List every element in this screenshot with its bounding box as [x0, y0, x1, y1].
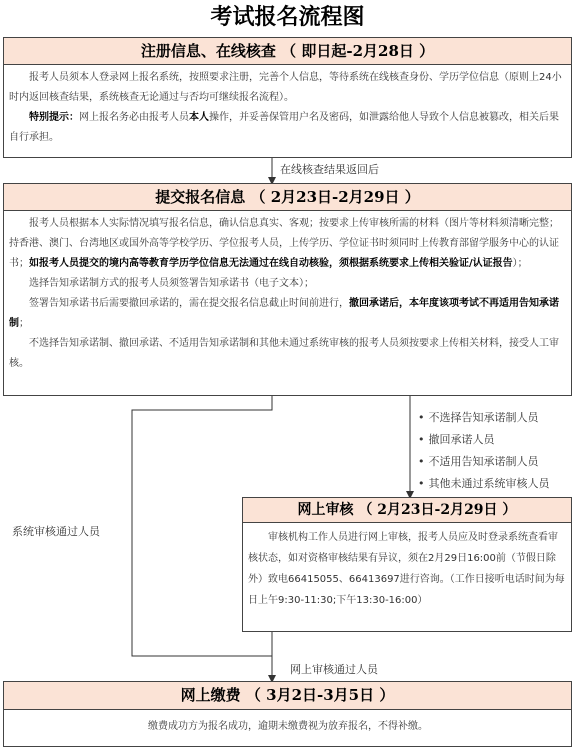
step4-period: （ 3月2日-3月5日 ）	[245, 686, 395, 704]
step1-tip: 特别提示：网上报名务必由报考人员本人操作，并妥善保管用户名及密码，如泄露给他人导致个人信息被篡改，相关后果自行承担。	[9, 112, 559, 143]
step4-desc: 缴费成功方为报名成功，逾期未缴费视为放弃报名，不得补缴。	[148, 721, 428, 732]
step2-p1: 报考人员根据本人实际情况填写报名信息，确认信息真实、客观；按要求上传审核所需的材料（图片等材料须清晰完整；持香港、澳门、台湾地区或国外高等学校学历、学位报考人员，上传学历、学位证书时须同时上传教育部留学服务中心的认证书；如报考人员提交的境内高等教育学历学位信息无法通过在线自动核验，须根据系统要求上传相关验证/认证报告）；	[9, 218, 559, 269]
step2-body	[3, 211, 572, 396]
manual-review-branch	[418, 407, 550, 495]
step3-name: 网上审核	[297, 502, 354, 518]
bullet-icon: •	[418, 411, 425, 424]
step1-tip-label: 特别提示：	[29, 112, 79, 123]
page-title: 考试报名流程图	[210, 4, 365, 30]
step3-desc: 审核机构工作人员进行网上审核，报考人员应及时登录系统查看审核状态，如对资格审核结果有异议，须在2月29日16:00前（节假日除外）致电66415055、66413697进行咨询。（工作日接听电话时间为每日上午9:30-11:30;下午13:30-16:00）	[248, 532, 565, 606]
bullet-icon: •	[418, 455, 425, 468]
step1-name: 注册信息、在线核查	[140, 42, 276, 60]
bullet-icon: •	[418, 477, 425, 490]
step2-p4: 不选择告知承诺制、撤回承诺、不适用告知承诺制和其他未通过系统审核的报考人员须按要求上传相关材料，接受人工审核。	[9, 338, 559, 369]
branch-item: • 不适用告知承诺制人员	[418, 455, 539, 468]
step1-period: （ 即日起-2月28日 ）	[281, 42, 435, 60]
step2-p3: 签署告知承诺书后需要撤回承诺的，需在提交报名信息截止时间前进行，撤回承诺后，本年度该项考试不再适用告知承诺制；	[9, 298, 559, 329]
step4-header	[3, 681, 572, 710]
step4-name: 网上缴费	[180, 686, 241, 704]
step3-header	[242, 497, 572, 523]
branch-item: • 撤回承诺人员	[418, 433, 495, 446]
step1-header	[3, 37, 572, 65]
step3-body	[242, 523, 572, 632]
step2-period: （ 2月23日-2月29日 ）	[250, 188, 420, 206]
step1-body	[3, 65, 572, 158]
step1-desc: 报考人员须本人登录网上报名系统，按照要求注册，完善个人信息，等待系统在线核查身份、学历学位信息（原则上24小时内返回核查结果，系统核查无论通过与否均可继续报名流程）。	[9, 72, 562, 103]
branch-item: • 不选择告知承诺制人员	[418, 411, 539, 424]
conn3-label: 网上审核通过人员	[290, 663, 378, 676]
step2-name: 提交报名信息	[155, 188, 246, 206]
step2-p2: 选择告知承诺制方式的报考人员须签署告知承诺书（电子文本）；	[29, 278, 314, 289]
conn1-label: 在线核查结果返回后	[280, 163, 379, 176]
branch-item: • 其他未通过系统审核人员	[418, 477, 550, 490]
system-approved-label: 系统审核通过人员	[12, 525, 100, 538]
step3-period: （ 2月23日-2月29日 ）	[358, 502, 517, 518]
step4-body	[3, 710, 572, 747]
bullet-icon: •	[418, 433, 425, 446]
step2-header	[3, 183, 572, 211]
